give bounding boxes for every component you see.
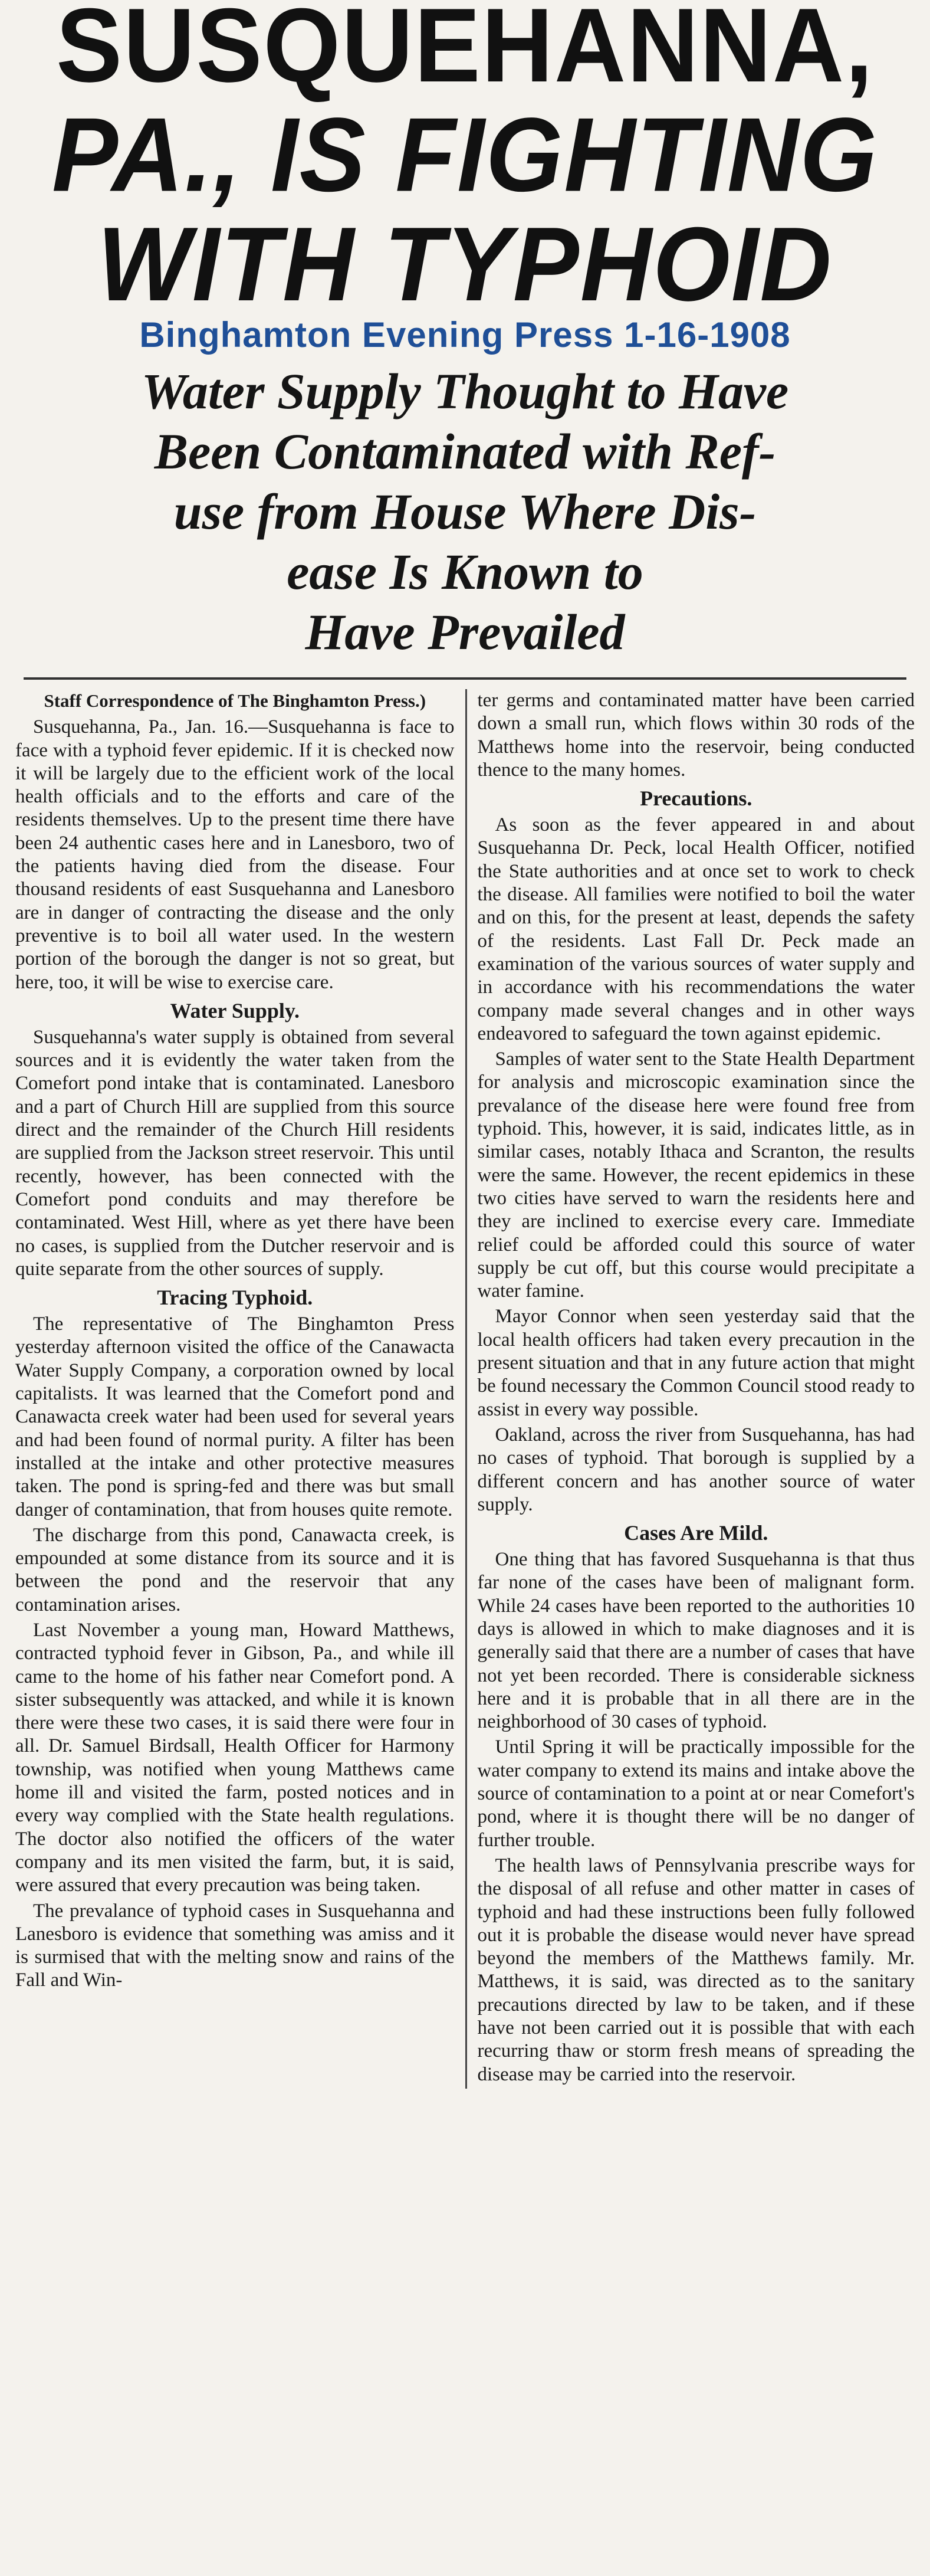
byline: Staff Correspondence of The Binghamton Press.) bbox=[44, 690, 426, 711]
paragraph: Samples of water sent to the State Health Department for analysis and microscopic examination since the prevalance of the disease here were found free from typhoid. This, however, it is said, indicates little, as in similar cases, notably Ithaca and Scranton, the results were the same. However, the recent epidemics in these two cities have served to warn the residents here and they are inclined to exercise every care. Immediate relief could be afforded could this source of water supply be cut off, but this course would precipitate a water famine. bbox=[477, 1048, 915, 1302]
headline bbox=[0, 0, 930, 323]
paragraph: ter germs and contaminated matter have been carried down a small run, which flows within 30 rods of the Matthews home into the reservoir, being conducted thence to the many homes. bbox=[477, 690, 915, 781]
source-caption: Binghamton Evening Press 1-16-1908 bbox=[139, 315, 791, 355]
divider bbox=[24, 677, 906, 680]
headline-line: SUSQUEHANNA, bbox=[56, 0, 874, 104]
article-body bbox=[0, 689, 930, 2089]
paragraph: The discharge from this pond, Canawacta creek, is empounded at some distance from its source and it is between the pond and the reservoir that any contamination arises. bbox=[15, 1524, 455, 1615]
paragraph: Susquehanna's water supply is obtained from several sources and it is evidently the water taken from the Comefort pond intake that is contaminated. Lanesboro and a part of Church Hill are supplied from this source direct and the remainder of the Church Hill residents are supplied from the Jackson street reservoir. This until recently, however, has been connected with the Comefort pond conduits and may therefore be contaminated. West Hill, where as yet there have been no cases, is supplied from the Dutcher reservoir and is quite separate from the other sources of supply. bbox=[15, 1026, 455, 1280]
subheadline-line: Have Prevailed bbox=[305, 604, 625, 660]
paragraph: As soon as the fever appeared in and about Susquehanna Dr. Peck, local Health Officer, notified the State authorities and at once set to work to check the disease. All families were notified to boil the water and on this, for the present at least, depends the safety of the residents. Last Fall Dr. Peck made an examination of the various sources of water supply and in accordance with his recommendations the water company made several changes and in other ways endeavored to safeguard the town against epidemic. bbox=[477, 814, 915, 1044]
paragraph: One thing that has favored Susquehanna is that thus far none of the cases have been of malignant form. While 24 cases have been reported to the authorities 10 days is allowed in which to make diagnoses and it is generally said that there are a number of cases that have not yet been recorded. There is considerable sickness here and it is probable that in all there are in the neighborhood of 30 cases of typhoid. bbox=[477, 1549, 915, 1733]
paragraph: The representative of The Binghamton Press yesterday afternoon visited the office of the Canawacta Water Supply Company, a corporation owned by local capitalists. It was learned that the Comefort pond and Canawacta creek water had been used for several years and had been found of normal purity. A filter has been installed at the intake and other protective measures taken. The pond is spring-fed and there was but small danger of contamination, that from houses quite remote. bbox=[15, 1313, 455, 1520]
subheadline-line: use from House Where Dis- bbox=[173, 483, 757, 540]
paragraph: The health laws of Pennsylvania prescribe ways for the disposal of all refuse and other matter in cases of typhoid and had these instructions been fully followed out it is probable the disease would never have spread beyond the members of the Matthews family. Mr. Matthews, it is said, was directed as to the sanitary precautions directed by law to be taken, and if these have not been carried out it is possible that with each recurring thaw or storm fresh means of spreading the disease may be carried into the reservoir. bbox=[477, 1854, 915, 2085]
headline-line: PA., IS FIGHTING bbox=[52, 96, 878, 214]
paragraph: Susquehanna, Pa., Jan. 16.—Susquehanna is face to face with a typhoid fever epidemic. If it is checked now it will be largely due to the efficient work of the local health officials and to the efforts and care of the residents themselves. Up to the present time there have been 24 authentic cases here and in Lanesboro, two of the patients having died from the disease. Four thousand residents of east Susquehanna and Lanesboro are in danger of contracting the disease and the only preventive is to boil all water used. In the western portion of the borough the danger is not so great, but here, too, it will be wise to exercise care. bbox=[15, 716, 455, 993]
section-heading: Tracing Typhoid. bbox=[157, 1286, 313, 1310]
paragraph: Last November a young man, Howard Matthews, contracted typhoid fever in Gibson, Pa., and while ill came to the home of his father near Comefort pond. A sister subsequently was attacked, and while it is known there were these two cases, it is said there were four in all. Dr. Samuel Birdsall, Health Officer for Harmony township, was notified when young Matthews came home ill and visited the farm, posted notices and in every way complied with the State health regulations. The doctor also notified the officers of the water company and its men visited the farm, but, it is said, were assured that every precaution was being taken. bbox=[15, 1619, 455, 1896]
paragraph: The prevalance of typhoid cases in Susquehanna and Lanesboro is evidence that something was amiss and it is surmised that with the melting snow and rains of the Fall and Win- bbox=[15, 1900, 455, 1991]
paragraph: Mayor Connor when seen yesterday said that the local health officers had taken every precaution in the present situation and that in any future action that might be found necessary the Common Council stood ready to assist in every way possible. bbox=[477, 1306, 915, 1420]
paragraph: Until Spring it will be practically impossible for the water company to extend its mains and intake above the source of contamination to a point at or near Comefort's pond, where it is thought there will be no danger of further trouble. bbox=[477, 1736, 915, 1851]
headline-line: WITH TYPHOID bbox=[97, 205, 833, 323]
left-column bbox=[5, 689, 465, 2089]
section-heading: Precautions. bbox=[640, 786, 752, 811]
subheadline-line: Water Supply Thought to Have bbox=[141, 363, 789, 419]
subheadline-line: Been Contaminated with Ref- bbox=[154, 423, 776, 480]
subheadline bbox=[12, 361, 918, 662]
section-heading: Cases Are Mild. bbox=[624, 1521, 768, 1545]
section-heading: Water Supply. bbox=[170, 998, 300, 1022]
paragraph: Oakland, across the river from Susquehanna, has had no cases of typhoid. That borough is supplied by a different concern and has another source of water supply. bbox=[477, 1424, 915, 1515]
subheadline-line: ease Is Known to bbox=[287, 543, 643, 600]
right-column bbox=[465, 689, 926, 2089]
